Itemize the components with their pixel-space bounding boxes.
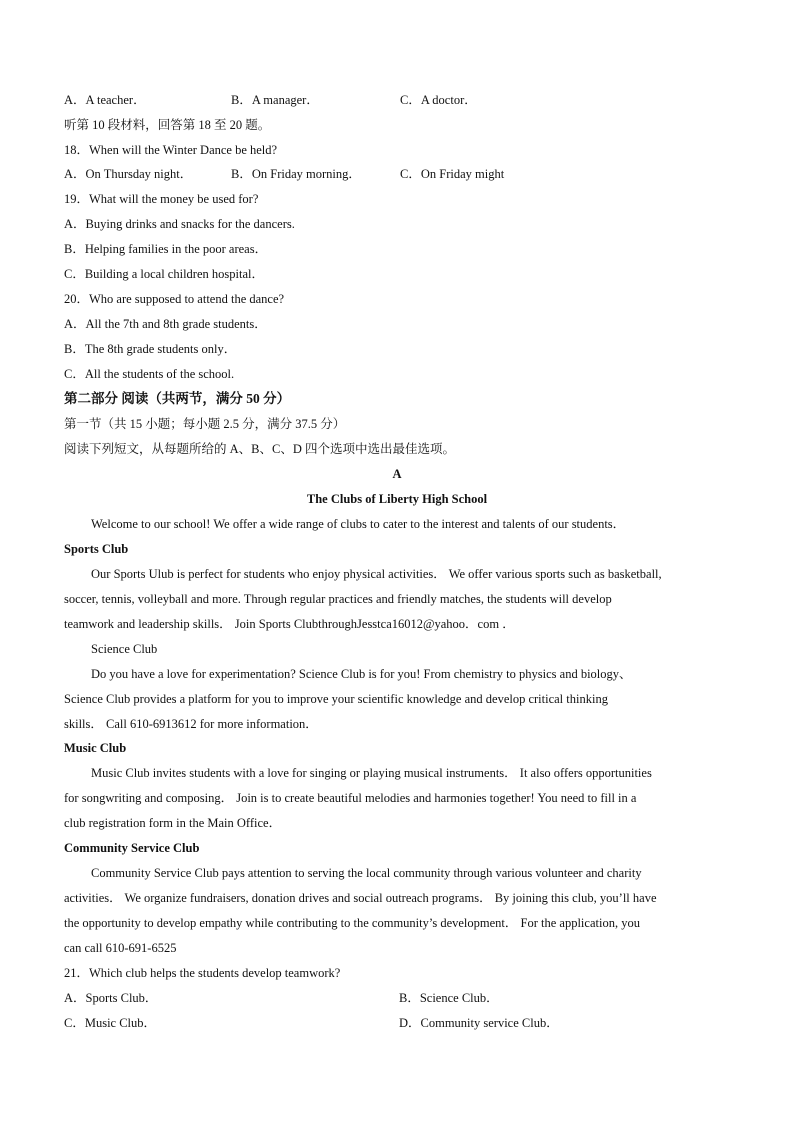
- music-heading: Music Club: [64, 741, 127, 755]
- q21-option-d: D．Community service Club．: [399, 1016, 559, 1030]
- science-heading: Science Club: [91, 642, 158, 656]
- q20-stem: 20．Who are supposed to attend the dance?: [64, 292, 285, 306]
- q19-option-c: C．Building a local children hospital．: [64, 267, 264, 281]
- q20-option-c: C．All the students of the school.: [64, 367, 235, 381]
- section-10-intro: 听第 10 段材料，回答第 18 至 20 题。: [64, 118, 271, 132]
- sports-heading: Sports Club: [64, 542, 129, 556]
- sports-line-1: Our Sports Ulub is perfect for students who enjoy physical activities． We offer various sports such as basketball,: [91, 567, 662, 581]
- community-heading: Community Service Club: [64, 841, 200, 855]
- q19-option-a: A．Buying drinks and snacks for the dancers.: [64, 217, 295, 231]
- q19-stem: 19．What will the money be used for?: [64, 192, 259, 206]
- sports-line-3: teamwork and leadership skills． Join Sports ClubthroughJesstca16012@yahoo．com ．: [64, 617, 515, 631]
- q18-option-c: C．On Friday might: [400, 167, 505, 181]
- passage-letter: A: [392, 467, 402, 481]
- science-line-1: Do you have a love for experimentation? Science Club is for you! From chemistry to physics and biology、: [91, 667, 632, 681]
- passage-welcome: Welcome to our school! We offer a wide range of clubs to cater to the interest and talents of our students．: [91, 517, 626, 531]
- q18-option-b: B．On Friday morning．: [231, 167, 361, 181]
- q18-option-a: A．On Thursday night．: [64, 167, 193, 181]
- q17-option-c: C．A doctor．: [400, 93, 477, 107]
- part2-instruction: 阅读下列短文，从每题所给的 A、B、C、D 四个选项中选出最佳选项。: [64, 442, 455, 456]
- music-line-2: for songwriting and composing． Join is to create beautiful melodies and harmonies together! You need to fill in a: [64, 791, 637, 805]
- science-line-2: Science Club provides a platform for you to improve your scientific knowledge and develop critical thinking: [64, 692, 608, 706]
- community-line-1: Community Service Club pays attention to serving the local community through various volunteer and charity: [91, 866, 642, 880]
- q20-option-b: B．The 8th grade students only．: [64, 342, 237, 356]
- music-line-1: Music Club invites students with a love for singing or playing musical instruments． It also offers opportunities: [91, 766, 652, 780]
- q17-option-a: A．A teacher．: [64, 93, 146, 107]
- q19-option-b: B．Helping families in the poor areas．: [64, 242, 268, 256]
- community-line-3: the opportunity to develop empathy while contributing to the community’s development． For the application, you: [64, 916, 640, 930]
- q21-option-a: A．Sports Club．: [64, 991, 158, 1005]
- part2-section1: 第一节（共 15 小题；每小题 2.5 分，满分 37.5 分）: [64, 417, 346, 431]
- sports-line-2: soccer, tennis, volleyball and more. Through regular practices and friendly matches, the students will develop: [64, 592, 612, 606]
- q21-option-c: C．Music Club．: [64, 1016, 157, 1030]
- q20-option-a: A．All the 7th and 8th grade students．: [64, 317, 267, 331]
- music-line-3: club registration form in the Main Office．: [64, 816, 282, 830]
- passage-title: The Clubs of Liberty High School: [306, 492, 488, 506]
- part2-title: 第二部分 阅读（共两节，满分 50 分）: [64, 391, 291, 406]
- q21-stem: 21．Which club helps the students develop teamwork?: [64, 966, 341, 980]
- q18-stem: 18．When will the Winter Dance be held?: [64, 143, 278, 157]
- community-line-2: activities． We organize fundraisers, donation drives and social outreach programs． By joining this club, you’ll have: [64, 891, 657, 905]
- q21-option-b: B．Science Club．: [399, 991, 499, 1005]
- community-line-4: can call 610-691-6525: [64, 941, 177, 955]
- q17-option-b: B．A manager．: [231, 93, 319, 107]
- science-line-3: skills． Call 610-6913612 for more information．: [64, 717, 318, 731]
